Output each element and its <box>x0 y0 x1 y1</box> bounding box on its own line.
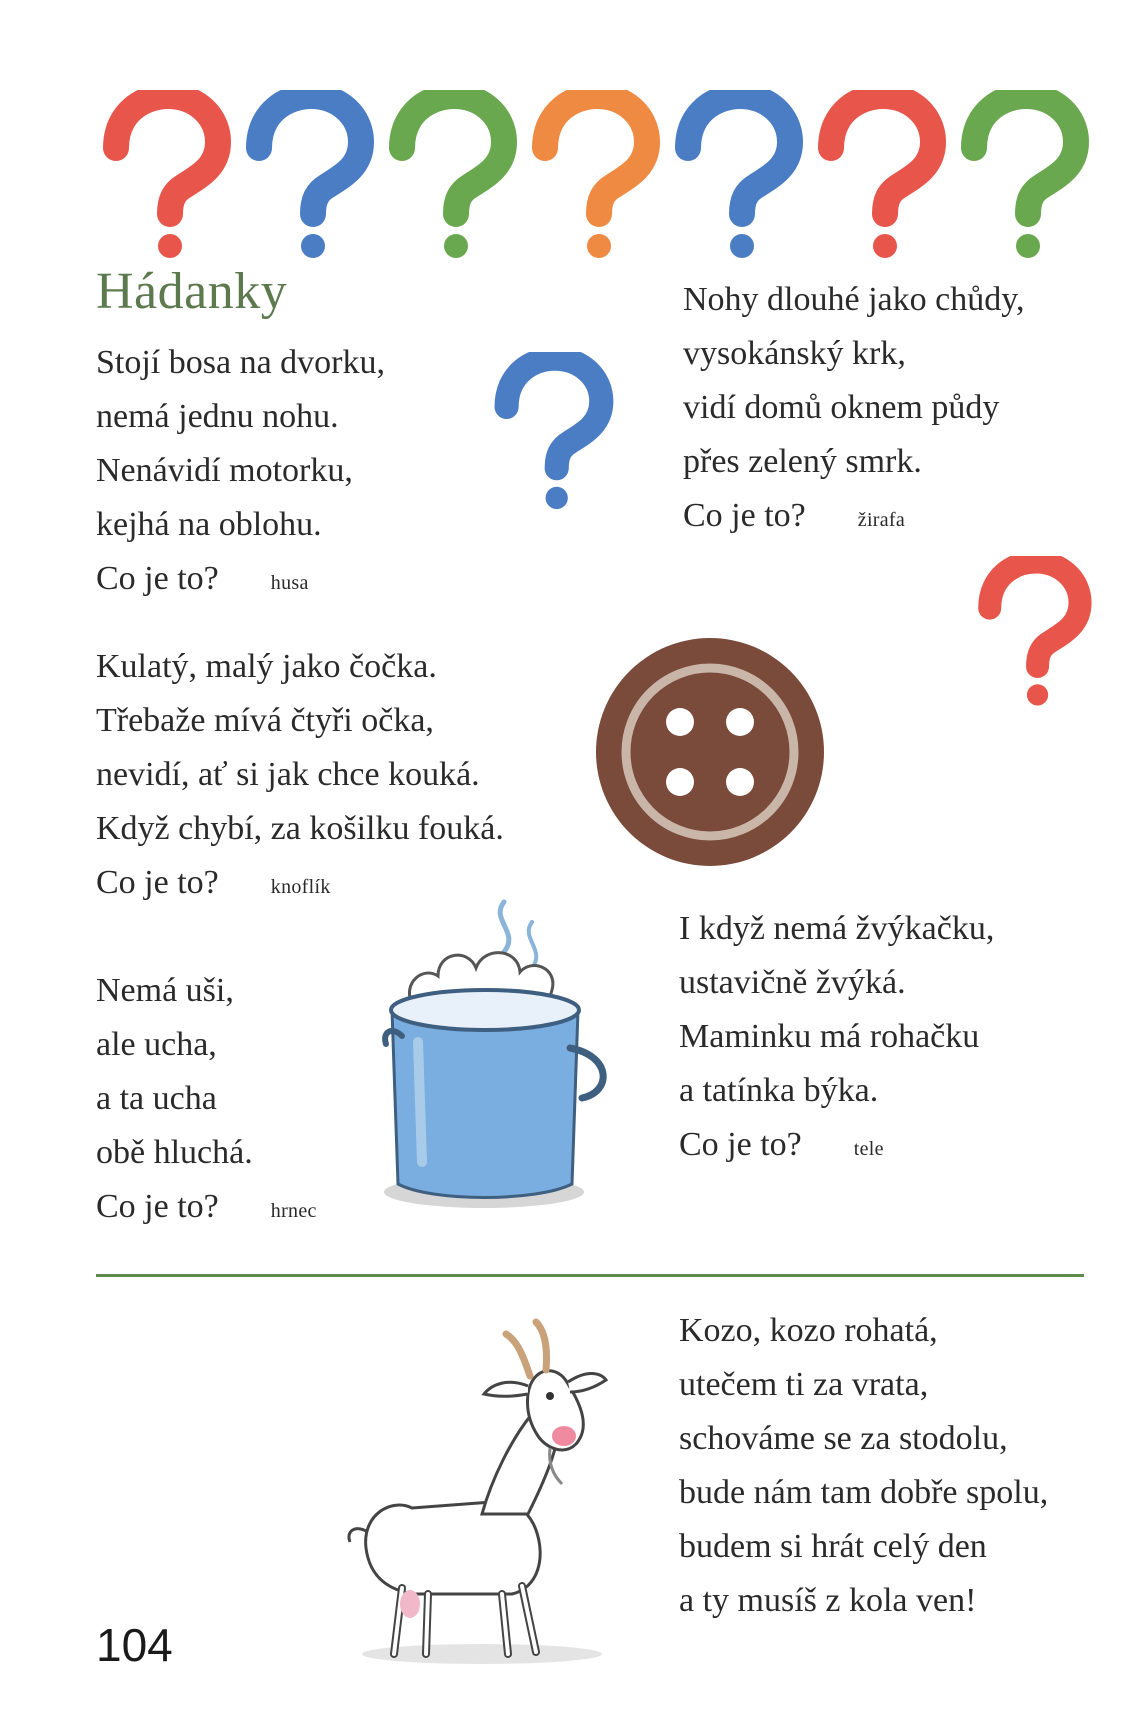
page-title: Hádanky <box>96 263 288 320</box>
riddle-line: a ta ucha <box>96 1080 217 1117</box>
riddle-question-row <box>683 489 1025 547</box>
riddle-answer: hrnec <box>270 1200 317 1222</box>
riddle-line: ale ucha, <box>96 1026 217 1063</box>
riddle-line: vidí domů oknem půdy <box>683 389 1000 426</box>
rhyme-kozo <box>679 1304 1048 1628</box>
rhyme-line: utečem ti za vrata, <box>679 1366 929 1403</box>
riddle-zirafa <box>683 273 1025 547</box>
green-question-mark-icon <box>954 90 1094 260</box>
orange-question-mark-icon <box>525 90 665 260</box>
riddle-question: Co je to? <box>683 497 806 534</box>
riddle-question: Co je to? <box>96 1188 219 1225</box>
riddle-question-row <box>679 1118 994 1176</box>
rhyme-line: Kozo, kozo rohatá, <box>679 1312 938 1349</box>
riddle-line: nemá jednu nohu. <box>96 398 339 435</box>
riddle-line: ustavičně žvýká. <box>679 964 906 1001</box>
riddle-line: Nohy dlouhé jako chůdy, <box>683 281 1025 318</box>
rhyme-line: a ty musíš z kola ven! <box>679 1582 977 1619</box>
riddle-answer: husa <box>270 572 309 594</box>
red-question-mark-icon <box>972 556 1096 708</box>
riddle-line: přes zelený smrk. <box>683 443 922 480</box>
riddle-answer: tele <box>853 1138 884 1160</box>
riddle-question-row <box>96 1180 317 1238</box>
blue-question-mark-icon <box>488 352 618 512</box>
green-question-mark-icon <box>382 90 522 260</box>
riddle-tele <box>679 902 994 1176</box>
riddle-question-row <box>96 552 385 610</box>
riddle-question: Co je to? <box>96 864 219 901</box>
riddle-line: obě hluchá. <box>96 1134 253 1171</box>
pot-illustration <box>372 872 608 1248</box>
page-number: 104 <box>96 1619 173 1671</box>
riddle-line: Nenávidí motorku, <box>96 452 353 489</box>
question-mark-row <box>96 90 1106 260</box>
rhyme-line: budem si hrát celý den <box>679 1528 987 1565</box>
riddle-line: Stojí bosa na dvorku, <box>96 344 385 381</box>
riddle-line: a tatínka býka. <box>679 1072 879 1109</box>
riddle-question: Co je to? <box>96 560 219 597</box>
riddle-line: kejhá na oblohu. <box>96 506 322 543</box>
rhyme-line: bude nám tam dobře spolu, <box>679 1474 1049 1511</box>
button-illustration <box>592 634 828 870</box>
riddle-answer: knoflík <box>270 876 331 898</box>
blue-question-mark-icon <box>668 90 808 260</box>
riddle-answer: žirafa <box>857 509 906 531</box>
riddle-question: Co je to? <box>679 1126 802 1163</box>
goat-illustration <box>332 1318 642 1672</box>
blue-question-mark-icon <box>239 90 379 260</box>
riddle-line: Kulatý, malý jako čočka. <box>96 648 437 685</box>
riddle-line: Když chybí, za košilku fouká. <box>96 810 504 847</box>
riddle-line: vysokánský krk, <box>683 335 906 372</box>
riddle-line: Nemá uši, <box>96 972 234 1009</box>
riddle-line: I když nemá žvýkačku, <box>679 910 995 947</box>
section-divider <box>96 1274 1084 1277</box>
red-question-mark-icon <box>96 90 236 260</box>
riddle-line: Třebaže mívá čtyři očka, <box>96 702 434 739</box>
riddle-line: Maminku má rohačku <box>679 1018 980 1055</box>
riddle-husa <box>96 336 385 610</box>
red-question-mark-icon <box>811 90 951 260</box>
riddle-hrnec <box>96 964 317 1238</box>
rhyme-line: schováme se za stodolu, <box>679 1420 1008 1457</box>
riddle-line: nevidí, ať si jak chce kouká. <box>96 756 480 793</box>
